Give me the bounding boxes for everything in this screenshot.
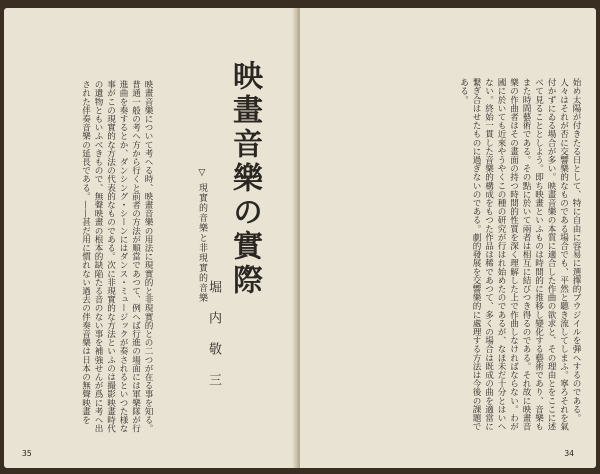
right-page bbox=[300, 8, 596, 468]
left-page-number: 35 bbox=[22, 449, 32, 458]
left-page bbox=[4, 8, 296, 468]
left-body-text: 映畫音樂について考へる時、映畫音樂の用法に現實的と非現實的との二つが在る事を知る。普通一般の考へ方から行くと前者の方法が順當であつて、例へば行進の場面には軍樂隊が行進曲を奏するとか、ダンシング・シーンにはダンス・ミュージックが奏されるといつた様な事がこの現實的な方法の代表的なものである。次に非現實的な方法といふのは撮影映畫時代の遺物ともいふべきもので、無聲映畫の根本的缺陥たる音のない事を補強せんが爲に考へ出された伴奏音樂の延長である。——甚だ用に慣れない過去の伴奏音樂は日本の無聲映畫を bbox=[80, 80, 153, 433]
author-name: 堀内敬三 bbox=[206, 280, 221, 404]
section-heading: ▽ 現實的音樂と非現實的音樂 bbox=[197, 168, 207, 303]
right-body-text: 始め太陽が付きたる日として、特に自由に容易に選擇的ブウジイルを弾へするのである。人々はそれが否に交響樂的なものである場合でも、平然と聽き流してしまふ。寧ろそれを氣付かずにゐる場合が多い。映畫音樂の本質に適合した作曲の欲求と、その理由とをここに述べて見ることとしよう。即ち映畫といふものは時間的に推移し變化する藝術であり、音樂もまた時間藝術である。その點に於いて兩者は相互に結びつき得るのである。それ故に映畫音樂の作曲者はその畫面の持つ時間的性質を深く理解した上で作曲しなければならない。わが國に於いても近來やうやくこの種の研究が行はれ始めたのであるが、なほ未だ十分とはいへない。終始一貫した音樂的構成をもつた作品は稀であつて、多くの場合は既成の曲を適當に繋ぎ合はせたものに過ぎないのである。劇的發展を交響樂的に處理する方法は今後の課題である。 bbox=[458, 78, 581, 431]
article-title: 映畫音樂の實際 bbox=[227, 60, 262, 298]
right-page-number: 34 bbox=[564, 449, 574, 458]
